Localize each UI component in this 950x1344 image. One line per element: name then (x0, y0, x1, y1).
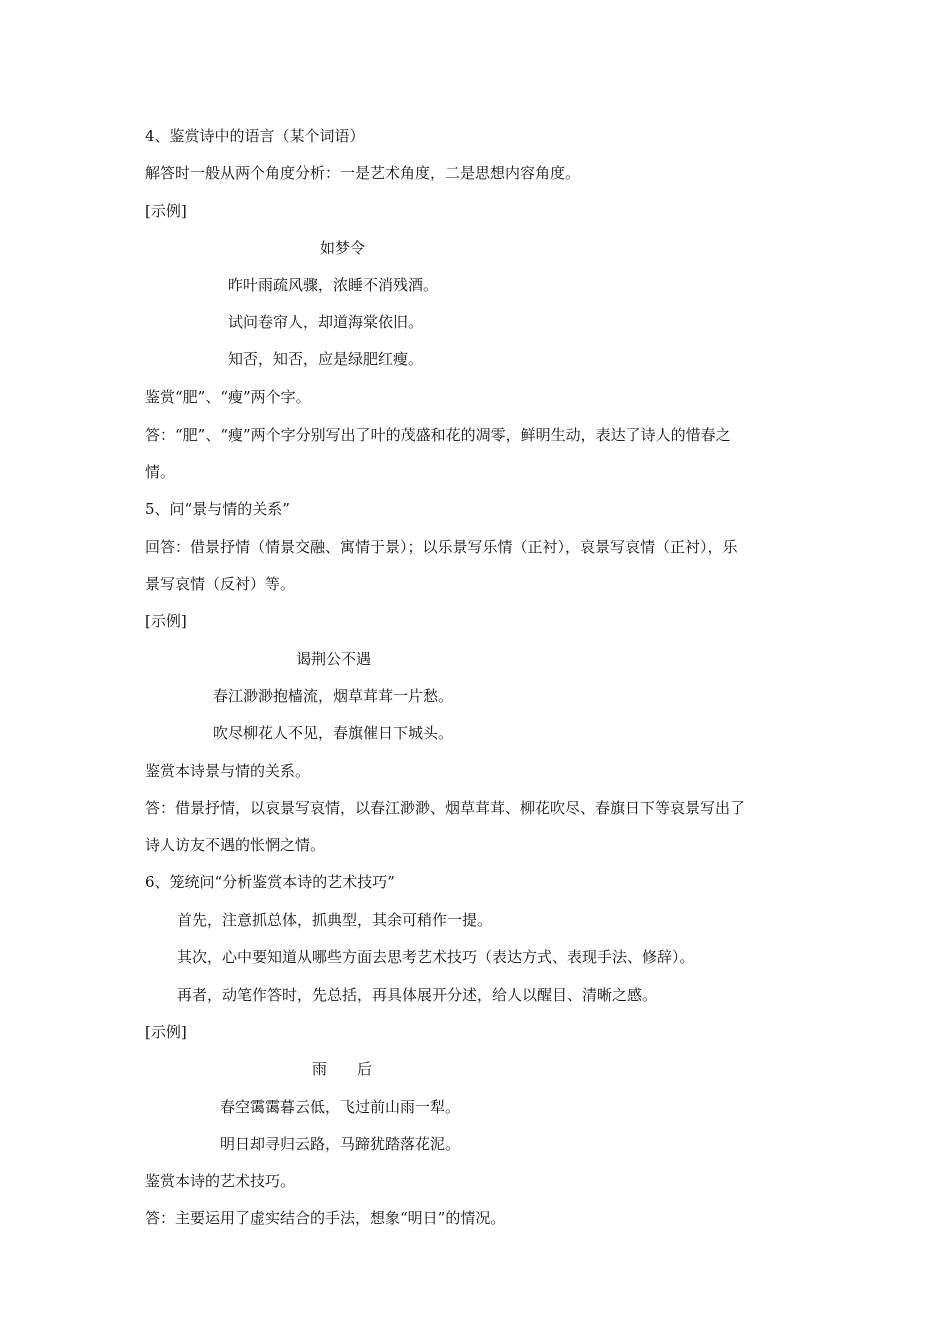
section5-poem-line-1: 春江渺渺抱樯流，烟草茸茸一片愁。 (213, 687, 454, 705)
section5-answer-line-2: 诗人访友不遇的怅惘之情。 (145, 836, 326, 854)
section4-answer-line-2: 情。 (145, 463, 176, 481)
section5-answer-line-1: 答：借景抒情，以哀景写哀情，以春江渺渺、烟草茸茸、柳花吹尽、春旗日下等哀景写出了 (145, 799, 746, 817)
section5-example-tag: [示例] (145, 612, 187, 630)
section6-point-2: 其次，心中要知道从哪些方面去思考艺术技巧（表达方式、表现手法、修辞）。 (177, 948, 695, 966)
section5-question: 鉴赏本诗景与情的关系。 (145, 762, 311, 780)
section6-point-3: 再者，动笔作答时，先总括，再具体展开分述，给人以醒目、清晰之感。 (177, 986, 658, 1004)
section4-poem-line-1: 昨叶雨疏风骤，浓睡不消残酒。 (228, 276, 439, 294)
section4-poem-title: 如梦令 (320, 239, 366, 257)
section4-example-tag: [示例] (145, 202, 187, 220)
section6-poem-line-2: 明日却寻归云路，马蹄犹踏落花泥。 (220, 1135, 461, 1153)
section6-poem-title: 雨 后 (312, 1060, 373, 1078)
section5-reply-line-1: 回答：借景抒情（情景交融、寓情于景）；以乐景写乐情（正衬），哀景写哀情（正衬），乐 (145, 538, 738, 556)
section5-poem-line-2: 吹尽柳花人不见，春旗催日下城头。 (213, 724, 454, 742)
section6-question: 鉴赏本诗的艺术技巧。 (145, 1172, 296, 1190)
section4-heading: 4、鉴赏诗中的语言（某个词语） (145, 127, 365, 145)
section4-question: 鉴赏“肥”、“瘦”两个字。 (145, 388, 311, 406)
section6-poem-line-1: 春空霭霭暮云低，飞过前山雨一犁。 (220, 1098, 461, 1116)
section6-point-1: 首先，注意抓总体，抓典型，其余可稍作一提。 (177, 911, 493, 929)
section4-poem-line-3: 知否，知否，应是绿肥红瘦。 (228, 350, 424, 368)
section5-reply-line-2: 景写哀情（反衬）等。 (145, 575, 296, 593)
section5-heading: 5、问“景与情的关系” (145, 500, 290, 518)
section5-poem-title: 谒荆公不遇 (296, 650, 372, 668)
section4-intro: 解答时一般从两个角度分析：一是艺术角度，二是思想内容角度。 (145, 164, 581, 182)
section4-answer-line-1: 答：“肥”、“瘦”两个字分别写出了叶的茂盛和花的凋零，鲜明生动，表达了诗人的惜春之 (145, 426, 731, 444)
section6-heading: 6、笼统问“分析鉴赏本诗的艺术技巧” (145, 873, 395, 891)
section6-answer-line-1: 答：主要运用了虚实结合的手法，想象“明日”的情况。 (145, 1209, 506, 1227)
section4-poem-line-2: 试问卷帘人，却道海棠依旧。 (228, 313, 424, 331)
section6-example-tag: [示例] (145, 1023, 187, 1041)
